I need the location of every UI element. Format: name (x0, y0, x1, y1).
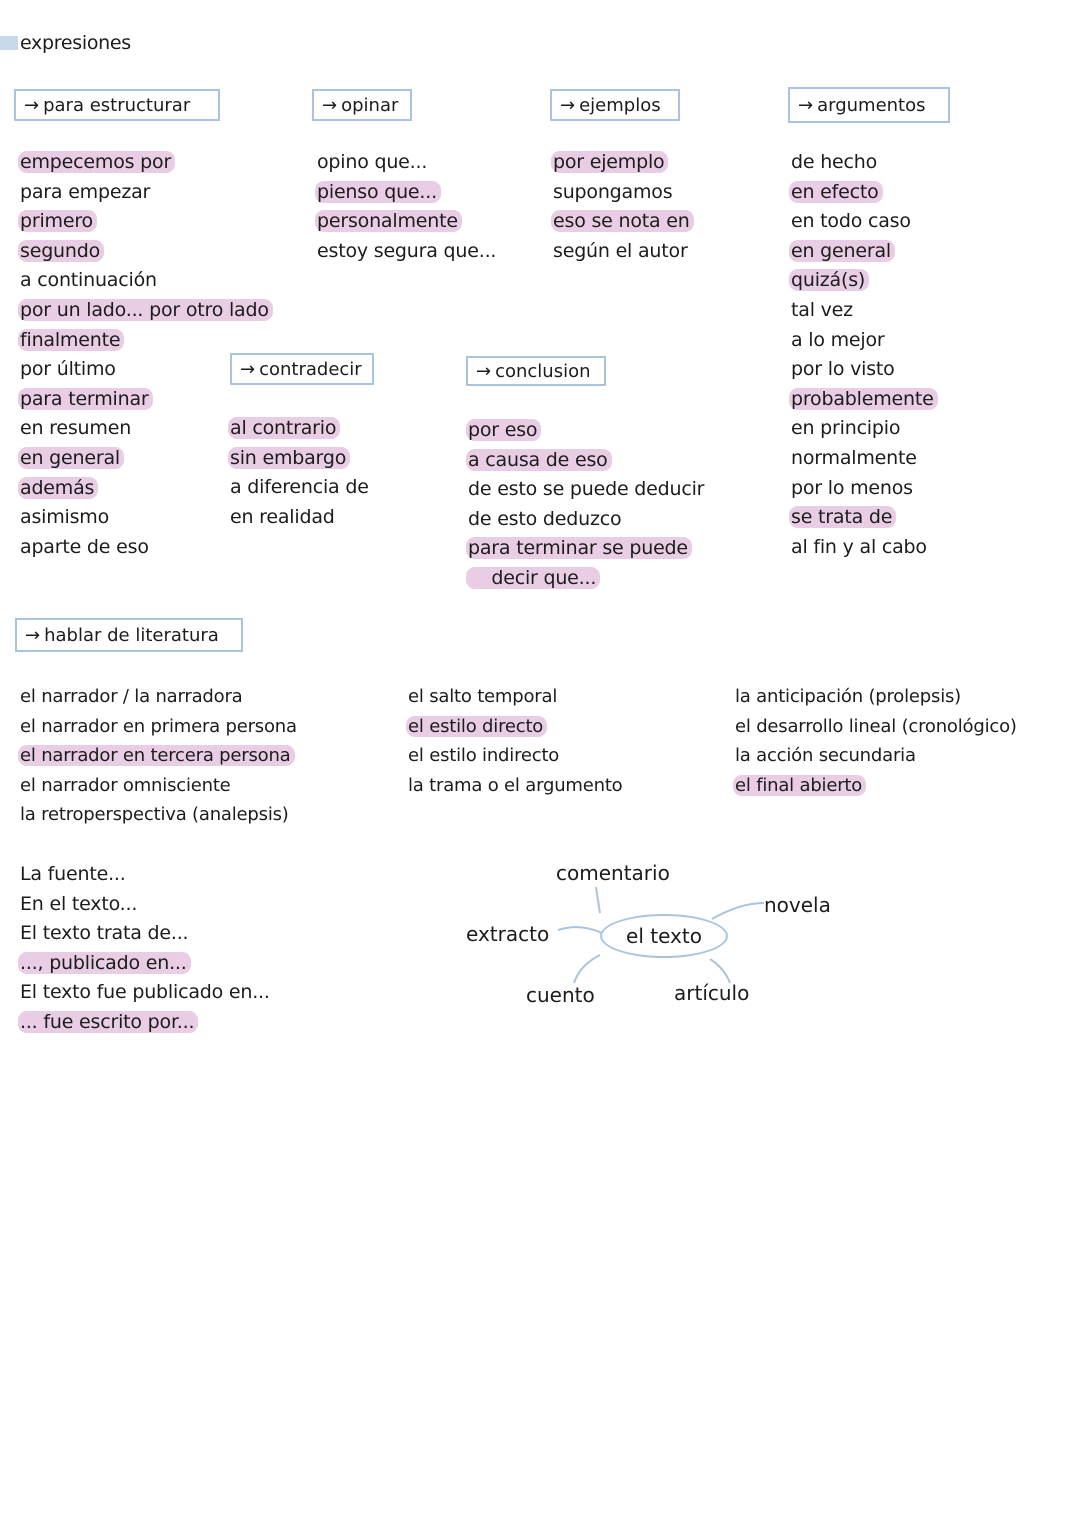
list-item (789, 355, 938, 385)
list-item (18, 326, 273, 356)
list-item (789, 148, 938, 178)
list-item-text: por lo visto (791, 358, 895, 381)
list-item (551, 148, 694, 178)
list-item (228, 473, 373, 503)
list-item (789, 474, 938, 504)
list-item-text: la trama o el argumento (408, 774, 623, 796)
list-item-text: de esto deduzco (468, 507, 622, 530)
list-conclusion (466, 416, 708, 594)
list-item-text: el narrador en tercera persona (18, 745, 295, 766)
header-conclusion (466, 356, 606, 386)
list-item (551, 178, 694, 208)
list-item (18, 1008, 274, 1038)
list-item-text: para terminar (18, 388, 153, 410)
list-item (406, 741, 627, 771)
list-item-text: normalmente (791, 446, 917, 469)
header-estructurar (14, 89, 220, 121)
list-item-text: primero (18, 210, 97, 232)
list-item (18, 800, 301, 830)
list-item (18, 355, 273, 385)
list-item-text: por eso (466, 419, 541, 441)
header-opinar (312, 89, 412, 121)
list-item-text: sin embargo (228, 447, 350, 469)
list-item-text: segundo (18, 240, 104, 262)
list-item-text: por lo menos (791, 476, 913, 499)
list-item-text: en resumen (20, 417, 132, 440)
list-fuente (18, 860, 274, 1038)
list-item (789, 266, 938, 296)
arrow-icon: → (798, 95, 814, 116)
list-item (551, 207, 694, 237)
list-item (406, 712, 627, 742)
list-item-text: por un lado... por otro lado (18, 299, 273, 321)
list-item (466, 416, 708, 446)
mindmap-right: novela (764, 893, 831, 917)
list-item (18, 860, 274, 890)
list-item (406, 682, 627, 712)
list-ejemplos (551, 148, 694, 266)
header-label: conclusion (495, 361, 591, 382)
list-item-text: de hecho (791, 151, 878, 173)
list-item (466, 564, 708, 594)
list-item (733, 741, 1021, 771)
list-item (18, 296, 273, 326)
list-item (18, 890, 274, 920)
list-item-text: la acción secundaria (735, 745, 916, 767)
list-item-text: en general (18, 447, 124, 469)
list-item (228, 414, 373, 444)
list-argumentos (789, 148, 938, 562)
list-item-text: finalmente (18, 329, 124, 351)
mindmap-top: comentario (556, 861, 670, 885)
list-item-text: el narrador / la narradora (20, 686, 243, 707)
header-argumentos (788, 87, 950, 123)
list-item-text: de esto se puede deducir (468, 478, 705, 501)
list-item-text: se trata de (789, 506, 896, 528)
list-item (18, 237, 273, 267)
list-item-text: en todo caso (791, 210, 911, 233)
list-item (315, 148, 500, 178)
list-item-text: el estilo directo (406, 716, 547, 737)
list-item-text: el desarrollo lineal (cronológico) (735, 715, 1017, 737)
list-item (315, 237, 500, 267)
list-item-text: aparte de eso (20, 535, 149, 558)
list-item (315, 178, 500, 208)
list-item (228, 444, 373, 474)
list-item (789, 237, 938, 267)
list-item-text: estoy segura que... (317, 239, 497, 262)
list-item-text: a diferencia de (230, 476, 369, 499)
list-item-text: según el autor (553, 239, 688, 262)
list-item-text: tal vez (791, 298, 853, 321)
list-item-text: por último (20, 358, 116, 381)
list-item (18, 949, 274, 979)
list-item-text: a continuación (20, 269, 157, 292)
arrow-icon: → (476, 361, 492, 382)
header-label: argumentos (817, 95, 926, 116)
header-label: ejemplos (579, 95, 661, 116)
list-item (733, 712, 1021, 742)
list-item-text: a lo mejor (791, 328, 885, 351)
arrow-icon: → (240, 359, 256, 380)
list-item-text: personalmente (315, 210, 462, 232)
list-item-text: El texto trata de... (20, 922, 189, 945)
list-item-text: quizá(s) (789, 269, 869, 291)
header-label: contradecir (259, 359, 362, 380)
list-item-text: en general (789, 240, 895, 262)
list-item-text: la retroperspectiva (analepsis) (20, 804, 289, 826)
list-item-text: el estilo indirecto (408, 745, 560, 767)
list-item-text: ... fue escrito por... (18, 1011, 198, 1033)
arrow-icon: → (24, 95, 40, 116)
list-item (789, 414, 938, 444)
list-item-text: decir que... (466, 567, 600, 589)
list-item-text: para empezar (20, 180, 151, 203)
list-item-text: asimismo (20, 506, 110, 529)
list-item (18, 741, 301, 771)
list-item-text: el narrador omnisciente (20, 774, 231, 796)
list-item (18, 533, 273, 563)
mindmap-bottom-left: cuento (526, 983, 595, 1007)
list-item-text: eso se nota en (551, 210, 694, 232)
list-item-text: supongamos (553, 180, 673, 203)
list-item (18, 148, 273, 178)
list-item (18, 207, 273, 237)
list-item (789, 385, 938, 415)
arrow-icon: → (25, 625, 41, 646)
mindmap-bottom-right: artículo (674, 981, 750, 1005)
list-item (789, 326, 938, 356)
title-accent-bar (0, 36, 18, 50)
list-item (733, 771, 1021, 801)
list-item-text: ..., publicado en... (18, 952, 191, 974)
list-item-text: a causa de eso (466, 449, 612, 471)
list-contradecir (228, 414, 373, 532)
list-item-text: La fuente... (20, 863, 126, 885)
page-title: expresiones (20, 32, 131, 54)
list-item-text: en principio (791, 417, 901, 440)
list-item-text: el narrador en primera persona (20, 715, 297, 737)
list-item (18, 178, 273, 208)
list-item (466, 505, 708, 535)
list-opinar (315, 148, 500, 266)
header-label: hablar de literatura (44, 625, 219, 646)
list-item-text: además (18, 477, 98, 499)
list-item-text: al contrario (228, 417, 340, 439)
list-item (228, 503, 373, 533)
list-item-text: al fin y al cabo (791, 535, 927, 558)
list-item (789, 533, 938, 563)
arrow-icon: → (322, 95, 338, 116)
list-item-text: el salto temporal (408, 686, 558, 707)
list-item-text: en efecto (789, 181, 883, 203)
list-item (789, 207, 938, 237)
list-item-text: En el texto... (20, 892, 138, 915)
list-literatura-1 (18, 682, 301, 830)
list-item (789, 178, 938, 208)
list-item (18, 919, 274, 949)
list-item (551, 237, 694, 267)
list-item-text: probablemente (789, 388, 938, 410)
list-item-text: por ejemplo (551, 151, 668, 173)
list-item (18, 712, 301, 742)
list-item-text: para terminar se puede (466, 537, 692, 559)
header-label: opinar (341, 95, 399, 116)
list-item (466, 446, 708, 476)
list-item-text: opino que... (317, 151, 428, 173)
list-literatura-2 (406, 682, 627, 800)
list-literatura-3 (733, 682, 1021, 800)
list-item-text: en realidad (230, 505, 335, 528)
list-item-text: pienso que... (315, 181, 441, 203)
list-item (406, 771, 627, 801)
mindmap-center: el texto (600, 914, 728, 958)
list-item-text: el final abierto (733, 775, 866, 796)
list-item (18, 682, 301, 712)
list-item (789, 296, 938, 326)
list-item-text: El texto fue publicado en... (20, 981, 270, 1004)
list-item (789, 444, 938, 474)
list-item-text: la anticipación (prolepsis) (735, 686, 961, 707)
list-item (18, 266, 273, 296)
list-item-text: empecemos por (18, 151, 175, 173)
list-item (315, 207, 500, 237)
list-item (733, 682, 1021, 712)
list-item (466, 475, 708, 505)
list-item (18, 771, 301, 801)
mindmap-left: extracto (466, 922, 550, 946)
list-item (789, 503, 938, 533)
list-item (18, 978, 274, 1008)
arrow-icon: → (560, 95, 576, 116)
list-item (466, 534, 708, 564)
header-label: para estructurar (43, 95, 191, 116)
header-ejemplos (550, 89, 680, 121)
header-literatura (15, 618, 243, 652)
mindmap (440, 855, 1080, 1025)
list-item (18, 385, 273, 415)
